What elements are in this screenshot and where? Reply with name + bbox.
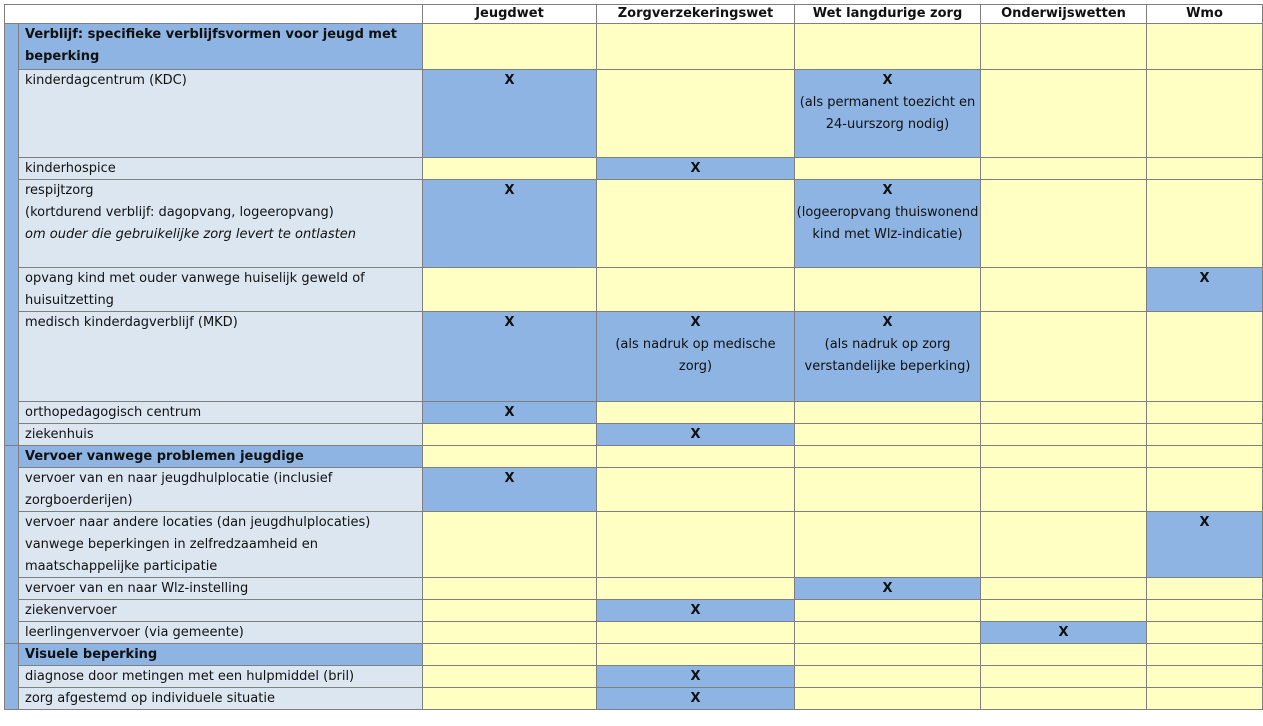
empty-cell xyxy=(1147,468,1263,512)
empty-cell xyxy=(423,666,597,688)
empty-cell xyxy=(423,424,597,446)
row-label xyxy=(19,622,423,644)
empty-cell xyxy=(597,468,795,512)
empty-cell xyxy=(981,446,1147,468)
x-mark: X xyxy=(1058,625,1069,640)
row-label-text: diagnose door metingen met een hulpmiddel (bril) xyxy=(25,669,355,684)
row-label xyxy=(19,312,423,402)
empty-cell xyxy=(981,70,1147,158)
empty-cell xyxy=(981,512,1147,578)
section-stripe xyxy=(5,24,19,446)
law-responsibility-table xyxy=(4,4,1263,710)
empty-cell xyxy=(795,644,981,666)
empty-cell xyxy=(597,402,795,424)
row-label xyxy=(19,158,423,180)
marked-cell xyxy=(597,424,795,446)
empty-cell xyxy=(795,402,981,424)
empty-cell xyxy=(1147,70,1263,158)
row-label xyxy=(19,424,423,446)
empty-cell xyxy=(981,24,1147,70)
empty-cell xyxy=(981,402,1147,424)
empty-cell xyxy=(981,644,1147,666)
x-mark: X xyxy=(690,691,701,706)
row-label xyxy=(19,600,423,622)
row-label-text: opvang kind met ouder vanwege huiselijk geweld of huisuitzetting xyxy=(25,271,365,308)
empty-cell xyxy=(1147,158,1263,180)
cell-note: (als nadruk op medische zorg) xyxy=(615,337,776,374)
empty-cell xyxy=(1147,644,1263,666)
x-mark: X xyxy=(504,405,515,420)
empty-cell xyxy=(1147,402,1263,424)
x-mark: X xyxy=(1199,515,1210,530)
x-mark: X xyxy=(504,471,515,486)
empty-cell xyxy=(1147,424,1263,446)
row-label-italic: om ouder die gebruikelijke zorg levert te ontlasten xyxy=(25,227,356,242)
marked-cell xyxy=(597,600,795,622)
x-mark: X xyxy=(1199,271,1210,286)
section-title: Verblijf: specifieke verblijfsvormen voor jeugd met beperking xyxy=(19,24,423,70)
row-label xyxy=(19,512,423,578)
cell-note: (als nadruk op zorg verstandelijke beperking) xyxy=(804,337,971,374)
row-label-text: vervoer van en naar jeugdhulplocatie (inclusief zorgboerderijen) xyxy=(25,471,333,508)
empty-cell xyxy=(795,468,981,512)
empty-cell xyxy=(597,70,795,158)
empty-cell xyxy=(795,666,981,688)
column-header: Wmo xyxy=(1147,5,1263,24)
row-label-text: orthopedagogisch centrum xyxy=(25,405,202,420)
empty-cell xyxy=(423,158,597,180)
empty-cell xyxy=(1147,666,1263,688)
row-label-text: respijtzorg (kortdurend verblijf: dagopvang, logeeropvang) xyxy=(25,183,334,220)
marked-cell xyxy=(597,158,795,180)
empty-cell xyxy=(795,600,981,622)
x-mark: X xyxy=(690,161,701,176)
empty-cell xyxy=(597,644,795,666)
x-mark: X xyxy=(690,669,701,684)
empty-cell xyxy=(1147,24,1263,70)
row-label xyxy=(19,468,423,512)
marked-cell xyxy=(981,622,1147,644)
empty-cell xyxy=(981,424,1147,446)
empty-cell xyxy=(423,644,597,666)
empty-cell xyxy=(597,578,795,600)
marked-cell xyxy=(795,578,981,600)
column-header: Wet langdurige zorg xyxy=(795,5,981,24)
empty-cell xyxy=(597,268,795,312)
row-label xyxy=(19,578,423,600)
empty-cell xyxy=(597,622,795,644)
row-label-text: kinderdagcentrum (KDC) xyxy=(25,73,187,88)
empty-cell xyxy=(1147,578,1263,600)
empty-cell xyxy=(981,600,1147,622)
empty-cell xyxy=(981,180,1147,268)
row-label-text: vervoer van en naar Wlz-instelling xyxy=(25,581,249,596)
marked-cell xyxy=(597,688,795,710)
empty-cell xyxy=(423,268,597,312)
x-mark: X xyxy=(504,183,515,198)
marked-cell xyxy=(597,312,795,402)
marked-cell xyxy=(1147,268,1263,312)
empty-cell xyxy=(1147,622,1263,644)
empty-cell xyxy=(423,512,597,578)
marked-cell xyxy=(795,70,981,158)
empty-cell xyxy=(795,512,981,578)
row-label xyxy=(19,268,423,312)
row-label-text: medisch kinderdagverblijf (MKD) xyxy=(25,315,238,330)
row-label-text: leerlingenvervoer (via gemeente) xyxy=(25,625,244,640)
x-mark: X xyxy=(882,581,893,596)
marked-cell xyxy=(423,70,597,158)
row-label xyxy=(19,666,423,688)
empty-cell xyxy=(1147,312,1263,402)
empty-cell xyxy=(795,446,981,468)
empty-cell xyxy=(597,180,795,268)
marked-cell xyxy=(423,312,597,402)
row-label xyxy=(19,402,423,424)
row-label xyxy=(19,688,423,710)
empty-cell xyxy=(1147,446,1263,468)
empty-cell xyxy=(597,24,795,70)
x-mark: X xyxy=(882,315,893,330)
marked-cell xyxy=(423,180,597,268)
empty-cell xyxy=(795,268,981,312)
section-stripe xyxy=(5,644,19,710)
marked-cell xyxy=(795,180,981,268)
empty-cell xyxy=(423,622,597,644)
row-label-text: ziekenvervoer xyxy=(25,603,117,618)
x-mark: X xyxy=(690,603,701,618)
x-mark: X xyxy=(504,315,515,330)
empty-cell xyxy=(597,446,795,468)
empty-cell xyxy=(597,512,795,578)
empty-cell xyxy=(423,24,597,70)
row-label-text: ziekenhuis xyxy=(25,427,94,442)
empty-cell xyxy=(981,666,1147,688)
column-header: Jeugdwet xyxy=(423,5,597,24)
marked-cell xyxy=(795,312,981,402)
empty-cell xyxy=(423,688,597,710)
empty-cell xyxy=(981,578,1147,600)
section-title: Visuele beperking xyxy=(19,644,423,666)
section-title: Vervoer vanwege problemen jeugdige xyxy=(19,446,423,468)
empty-cell xyxy=(981,268,1147,312)
empty-cell xyxy=(981,468,1147,512)
section-stripe xyxy=(5,446,19,644)
row-label-text: kinderhospice xyxy=(25,161,116,176)
empty-cell xyxy=(795,622,981,644)
marked-cell xyxy=(597,666,795,688)
empty-cell xyxy=(981,688,1147,710)
column-header: Onderwijswetten xyxy=(981,5,1147,24)
marked-cell xyxy=(423,402,597,424)
empty-cell xyxy=(981,312,1147,402)
x-mark: X xyxy=(882,73,893,88)
empty-cell xyxy=(795,158,981,180)
empty-cell xyxy=(423,578,597,600)
x-mark: X xyxy=(690,427,701,442)
cell-note: (als permanent toezicht en 24-uurszorg nodig) xyxy=(799,95,976,132)
x-mark: X xyxy=(882,183,893,198)
empty-cell xyxy=(1147,600,1263,622)
marked-cell xyxy=(1147,512,1263,578)
row-label-text: vervoer naar andere locaties (dan jeugdhulplocaties) vanwege beperkingen in zelfredzaamheid en maatschappelijke participatie xyxy=(25,515,371,574)
header-corner xyxy=(5,5,423,24)
empty-cell xyxy=(423,446,597,468)
empty-cell xyxy=(795,688,981,710)
cell-note: (logeeropvang thuiswonend kind met Wlz-indicatie) xyxy=(796,205,979,242)
column-header: Zorgverzekeringswet xyxy=(597,5,795,24)
empty-cell xyxy=(795,24,981,70)
empty-cell xyxy=(423,600,597,622)
row-label xyxy=(19,70,423,158)
empty-cell xyxy=(981,158,1147,180)
x-mark: X xyxy=(504,73,515,88)
row-label-text: zorg afgestemd op individuele situatie xyxy=(25,691,275,706)
empty-cell xyxy=(795,424,981,446)
row-label xyxy=(19,180,423,268)
empty-cell xyxy=(1147,688,1263,710)
x-mark: X xyxy=(690,315,701,330)
empty-cell xyxy=(1147,180,1263,268)
marked-cell xyxy=(423,468,597,512)
